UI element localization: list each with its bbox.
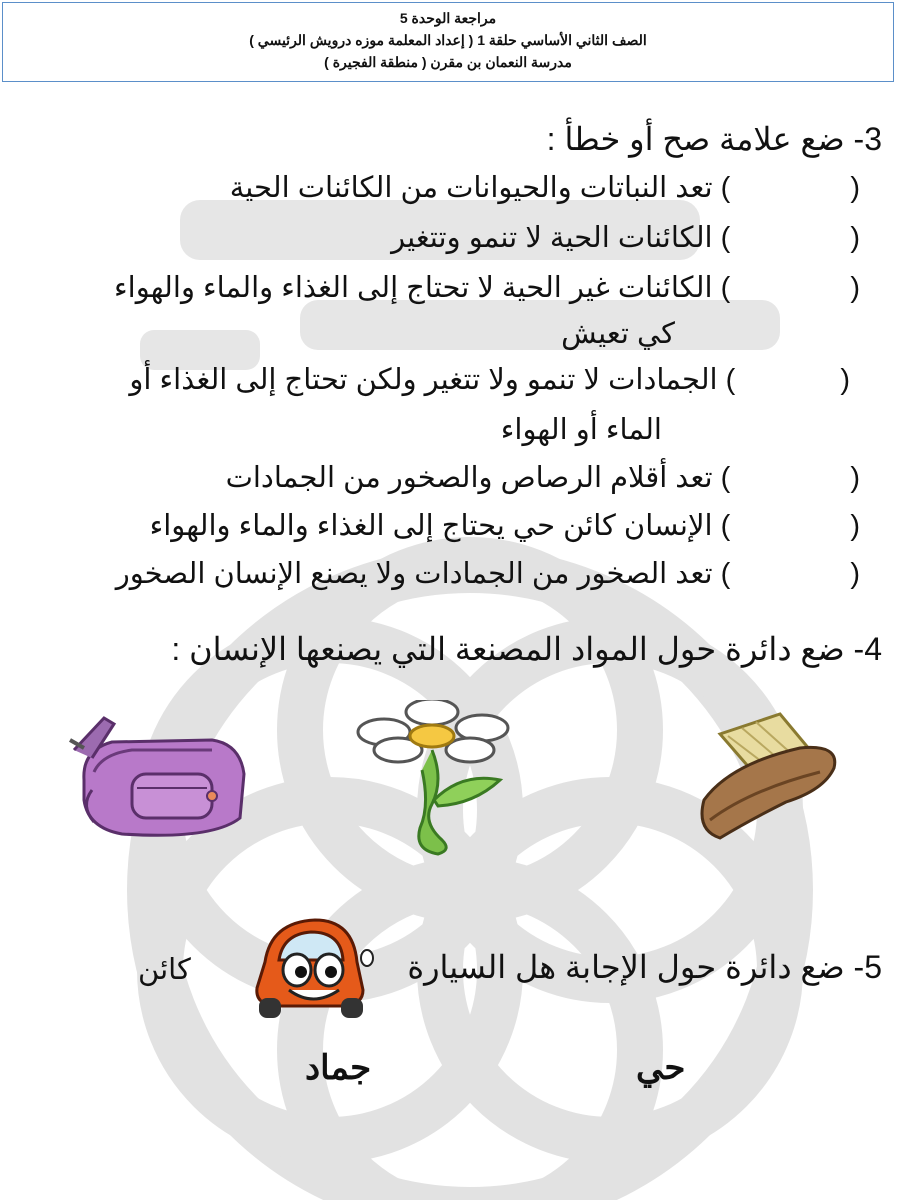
question-5-title: 5- ضع دائرة حول الإجابة هل السيارة	[407, 949, 882, 985]
q3-item-5-text: تعد أقلام الرصاص والصخور من الجمادات	[225, 462, 713, 494]
q3-item-7: () تعد الصخور من الجمادات ولا يصنع الإنسان الصخور	[115, 558, 860, 590]
q3-item-4-text: الجمادات لا تنمو ولا تتغير ولكن تحتاج إلى الغذاء أو	[129, 364, 718, 396]
question-3-title: 3- ضع علامة صح أو خطأ :	[546, 121, 882, 157]
q3-item-2: () الكائنات الحية لا تنمو وتتغير	[391, 222, 860, 254]
brush-picture[interactable]	[690, 710, 840, 850]
question-5-suffix: كائن	[138, 954, 191, 986]
q3-item-2-text: الكائنات الحية لا تنمو وتتغير	[391, 222, 713, 254]
q3-item-6: () الإنسان كائن حي يحتاج إلى الغذاء والماء والهواء	[149, 510, 860, 542]
q3-item-1-text: تعد النباتات والحيوانات من الكائنات الحية	[229, 172, 713, 204]
q3-item-7-text: تعد الصخور من الجمادات ولا يصنع الإنسان الصخور	[115, 558, 713, 590]
car-picture	[245, 912, 375, 1022]
q3-item-4-continued: الماء أو الهواء	[500, 414, 662, 446]
header-school: مدرسة النعمان بن مقرن ( منطقة الفجيرة )	[324, 54, 572, 70]
q3-item-3: () الكائنات غير الحية لا تحتاج إلى الغذاء والماء والهواء	[114, 272, 860, 304]
q3-item-3-text: الكائنات غير الحية لا تحتاج إلى الغذاء والماء والهواء	[114, 272, 713, 304]
q3-item-1: () تعد النباتات والحيوانات من الكائنات الحية	[229, 172, 860, 204]
answer-jamad[interactable]: جماد	[305, 1049, 372, 1087]
q3-item-6-text: الإنسان كائن حي يحتاج إلى الغذاء والماء والهواء	[149, 510, 713, 542]
backpack-picture[interactable]	[62, 710, 252, 840]
question-4-title: 4- ضع دائرة حول المواد المصنعة التي يصنعها الإنسان :	[171, 631, 882, 667]
q3-item-3-continued: كي تعيش	[561, 318, 675, 350]
flower-picture[interactable]	[352, 700, 522, 860]
worksheet-header	[2, 2, 894, 82]
header-grade-teacher: الصف الثاني الأساسي حلقة 1 ( إعداد المعلمة موزه درويش الرئيسي )	[249, 32, 647, 48]
q3-item-5: () تعد أقلام الرصاص والصخور من الجمادات	[225, 462, 860, 494]
header-title: مراجعة الوحدة 5	[399, 10, 497, 26]
q3-item-4: () الجمادات لا تنمو ولا تتغير ولكن تحتاج إلى الغذاء أو	[129, 364, 850, 396]
answer-hay[interactable]: حي	[636, 1049, 686, 1087]
